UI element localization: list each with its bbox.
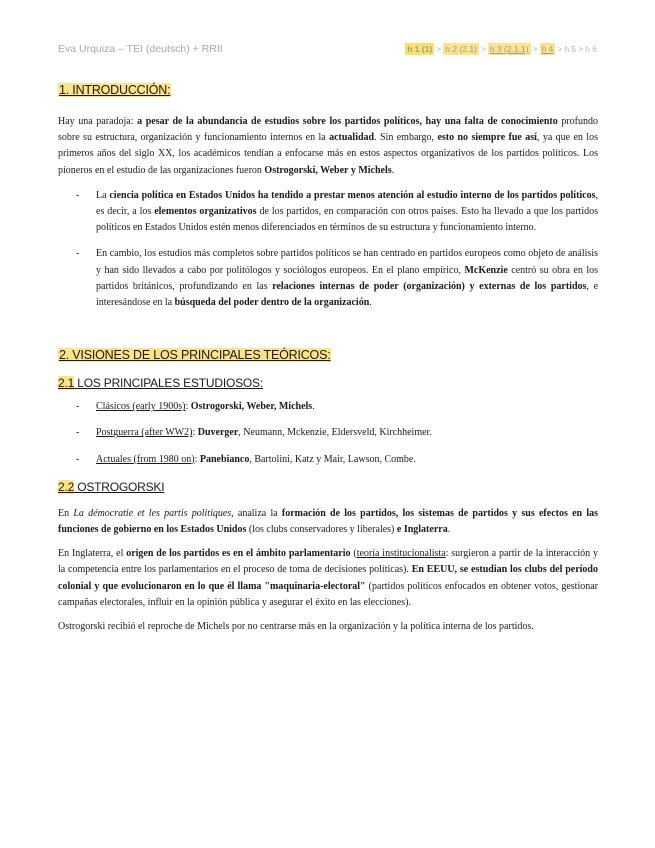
legend-h5: h 5 bbox=[564, 44, 577, 54]
list-item: - Actuales (from 1980 on): Panebianco, Bartolini, Katz y Mair, Lawson, Combe. bbox=[58, 452, 598, 468]
section-2-heading: 2. VISIONES DE LOS PRINCIPALES TEÓRICOS: bbox=[59, 348, 331, 363]
legend-separator: > bbox=[436, 44, 442, 54]
list-item: - La ciencia política en Estados Unidos ha tendido a prestar menos atención al estudio interno de los partidos políticos, es decir, a los elementos organizativos de los partidos, en comparación con otros países. Esto ha llevado a que los partidos políticos en Estados Unidos estén menos diferenciados en términos de su estructura y funcionamiento interno. bbox=[58, 188, 598, 237]
subsection-2-1-heading: 2.1 LOS PRINCIPALES ESTUDIOSOS: bbox=[58, 376, 263, 391]
ostrogorski-paragraph-2: En Inglaterra, el origen de los partidos es en el ámbito parlamentario (teoría institucionalista: surgieron a partir de la interacción y la competencia entre los parlamentarios en el proceso de toma de decisiones políticas). En EEUU, se estudian los clubs del período colonial y que evolucionaron en lo que él llama "maquinaria-electoral" (partidos políticos enfocados en obtener votos, gestionar campañas electorales, influir en la opinión pública y asegurar el éxito en las elecciones). bbox=[58, 548, 599, 608]
legend-h4: h 4 bbox=[541, 44, 554, 54]
legend-h1: h 1 (1) bbox=[407, 44, 433, 54]
legend-separator: > bbox=[480, 44, 486, 54]
ostrogorski-paragraph-1: En La démocratie et les partis politiques, analiza la formación de los partidos, los sistemas de partidos y sus efectos en las funciones de gobierno en los Estados Unidos (los clubs conservadores y liberales) e Inglaterra. bbox=[58, 507, 598, 536]
legend-h6: h 6 bbox=[585, 44, 597, 54]
list-item: - Postguerra (after WW2): Duverger, Neumann, Mckenzie, Eldersveld, Kirchheimer. bbox=[58, 425, 598, 441]
ostrogorski-paragraph-3: Ostrogorski recibió el reproche de Michels por no centrarse más en la organización y la política interna de los partidos. bbox=[58, 621, 534, 633]
heading-legend bbox=[405, 43, 597, 55]
list-item: - En cambio, los estudios más completos sobre partidos políticos se han centrado en partidos europeos como objeto de análisis y han sido llevados a cabo por politólogos y sociólogos europeos. En el plano empírico, McKenzie centró su obra en los partidos británicos, profundizando en las relaciones internas de poder (organización) y externas de los partidos, e interesándose en la búsqueda del poder dentro de la organización. bbox=[58, 246, 598, 311]
document-body bbox=[58, 83, 598, 635]
legend-separator: > bbox=[557, 44, 563, 54]
legend-separator: > bbox=[578, 44, 584, 54]
intro-list bbox=[58, 188, 598, 311]
legend-h3: h 3 (2.1.1) bbox=[489, 44, 529, 54]
section-1-heading: 1. INTRODUCCIÓN: bbox=[59, 83, 171, 97]
legend-h2: h 2 (2.1) bbox=[445, 44, 477, 54]
page-header bbox=[58, 40, 597, 58]
subsection-2-2-heading: 2.2 OSTROGORSKI bbox=[58, 479, 165, 494]
intro-paragraph: Hay una paradoja: a pesar de la abundancia de estudios sobre los partidos políticos, hay una falta de conocimiento profundo sobre su estructura, organización y funcionamiento internos en la actualidad. Sin embargo, esto no siempre fue así, ya que en los primeros años del siglo XX, los académicos tendían a enfocarse más en estos aspectos organizativos de los partidos políticos. Los pioneros en el estudio de las organizaciones fueron Ostrogorski, Weber y Michels. bbox=[58, 116, 598, 176]
header-title: Eva Urquiza – TEI (deutsch) + RRII bbox=[58, 43, 223, 55]
list-item: - Clásicos (early 1900s): Ostrogorski, Weber, Michels. bbox=[58, 399, 598, 415]
scholars-list bbox=[58, 399, 598, 468]
legend-separator: > bbox=[532, 44, 538, 54]
